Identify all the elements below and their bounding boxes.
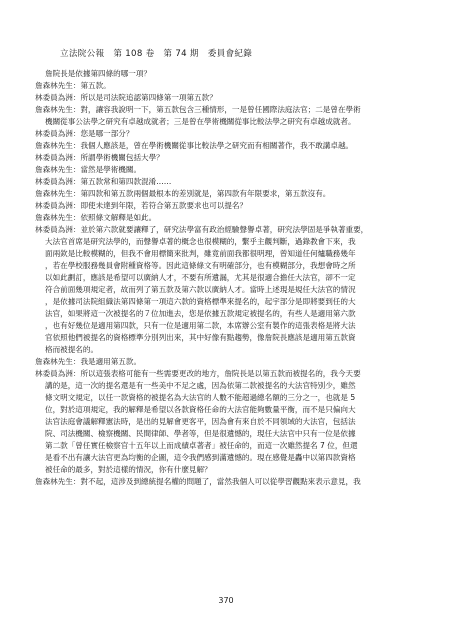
text-line: 面兩欽是比較模糊的，但我不會用標簡來批判，雖竟前面我都很明理，曾知道任何爐職務幾年 [45,249,356,258]
text-line: 院、司法機關、檢察機關、民間律師、學者等，但是很遺憾的，現任大法官中只有一位是依據 [45,429,356,438]
text-line: 林委員為洲：即使未達到年限，若符合第五款要求也可以提名？ [35,201,248,210]
page-header: 立法院公報 第 108 卷 第 74 期 委員會紀錄 [60,49,253,59]
text-line: 大法官首席是研究法學的，而聲譽卓著的概念也很模糊的，繫乎主觀判斷，過錄教會下來，我 [45,237,356,246]
text-line: 詹森林先生：依照條文解釋是如此。 [35,213,157,222]
text-line: 法官，如果將這一次被提名的７位加進去，您是依據五款規定被提名的，有些人是適用第六款 [45,309,356,318]
text-line: 詹森林先生：當然是學術機關。 [35,165,142,174]
page-number: 370 [218,596,234,605]
text-line: 詹森林先生：對，讓容我說明一下，第五款包含三種情形，一是曾任國際法庭法官；二是曾在學術 [35,105,361,114]
text-line: 詹森林先生：第四款和第五款兩個最根本的差別就是，第四款有年限要求，第五款沒有。 [35,189,331,198]
text-line: 林委員為洲：第五款常和第四款混淆…… [35,177,172,186]
text-line: 林委員為洲：所謂學術機關包括大學？ [35,153,164,162]
text-line: ，是依據司法院組織法第四條第一項這六款的資格標準來提名的，起宇部分是即將要到任的大 [45,297,356,306]
text-line: 林委員為洲：並於第六款就要讓釋了，研究法學富有政治經驗聲譽卓著，研究法學固是爭執著重要， [35,225,369,234]
text-line: 被任命的最多，對於這樣的情況，你有什麼見解？ [45,465,212,474]
text-line: 第二款「曾任實任檢察官十五年以上而成績卓著者」被任命的，而這一次雖然提名 7 位，但還 [45,441,358,450]
text-line: 林委員為洲：所以這張表格可能有一些需要更改的地方，詹院長是以第五款而被提名的，我今天要 [35,369,361,378]
text-line: ，若在學校服務幾員會附種資格等。因此這條條文有明確部分，也有模糊部分，我想會時之所 [45,261,356,270]
text-line: 機關從事公法學之研究有卓越成就者；三是曾在學術機關從事比較法學之研究有卓越成就者。 [45,117,356,126]
text-line: 詹森林先生：我是適用第五款。 [35,357,142,366]
text-line: 符合前面幾項規定者，故而列了第五款及第六款以廣納人才。當時上述現是規任大法官的情況 [45,285,356,294]
text-line: 以如此劃訂，應該是希望可以廣納人才，不要有所遺漏，尤其是很適合擔任大法官，卻不一定 [45,273,356,282]
text-line: 條文明文規定，以任一款資格的被提名為大法官的人數不能超過總名額的三分之一，也就是 5 [45,393,356,402]
text-line: 位，對於這項規定，我的解釋是希望以各款資格任命的大法官能夠數量平衡，而不是只偏向大 [45,405,356,414]
text-line: 格而被提名的。 [45,345,99,354]
document-body [35,68,427,488]
text-line: 林委員為洲：所以是司法院追認第四條第一項第五款？ [35,93,217,102]
text-line: 詹森林先生：我個人應該是，曾在學術機關從事比較法學之研究而有相關著作，我不敢講卓越。 [35,141,354,150]
text-line: 講的是，這一次的提名還是有一些美中不足之處，因為依第二款被提名的大法官特別少，雖然 [45,381,356,390]
text-line: 詹院長是依據第四條的哪一項？ [45,69,152,78]
text-line: 林委員為洲：您是哪一部分？ [35,129,134,138]
text-line: 官依照他們被提名的資格標準分別列出來，其中好像有點趨勢，像詹院長應該是適用第五款資 [45,333,356,342]
text-line: 詹森林先生：對不起，這涉及到總統提名權的問題了，當然我個人可以從學習觀點來表示意見，我 [35,477,361,486]
text-line: 是看不出有讓大法官更為均衡的企圖，這令我們感到滿遺憾的。現在感覺是轟中以第四款資格 [45,453,356,462]
text-line: 法官法庭會議解釋憲法時，是出的見解會更客平，因為會有來自於不同領域的大法官，包括法 [45,417,356,426]
text-line: 詹森林先生：第五款。 [35,81,111,90]
text-line: ，也有好幾位是適用第四款，只有一位是適用第二款，本席辦公室有製作的這張表格是將大法 [45,321,356,330]
